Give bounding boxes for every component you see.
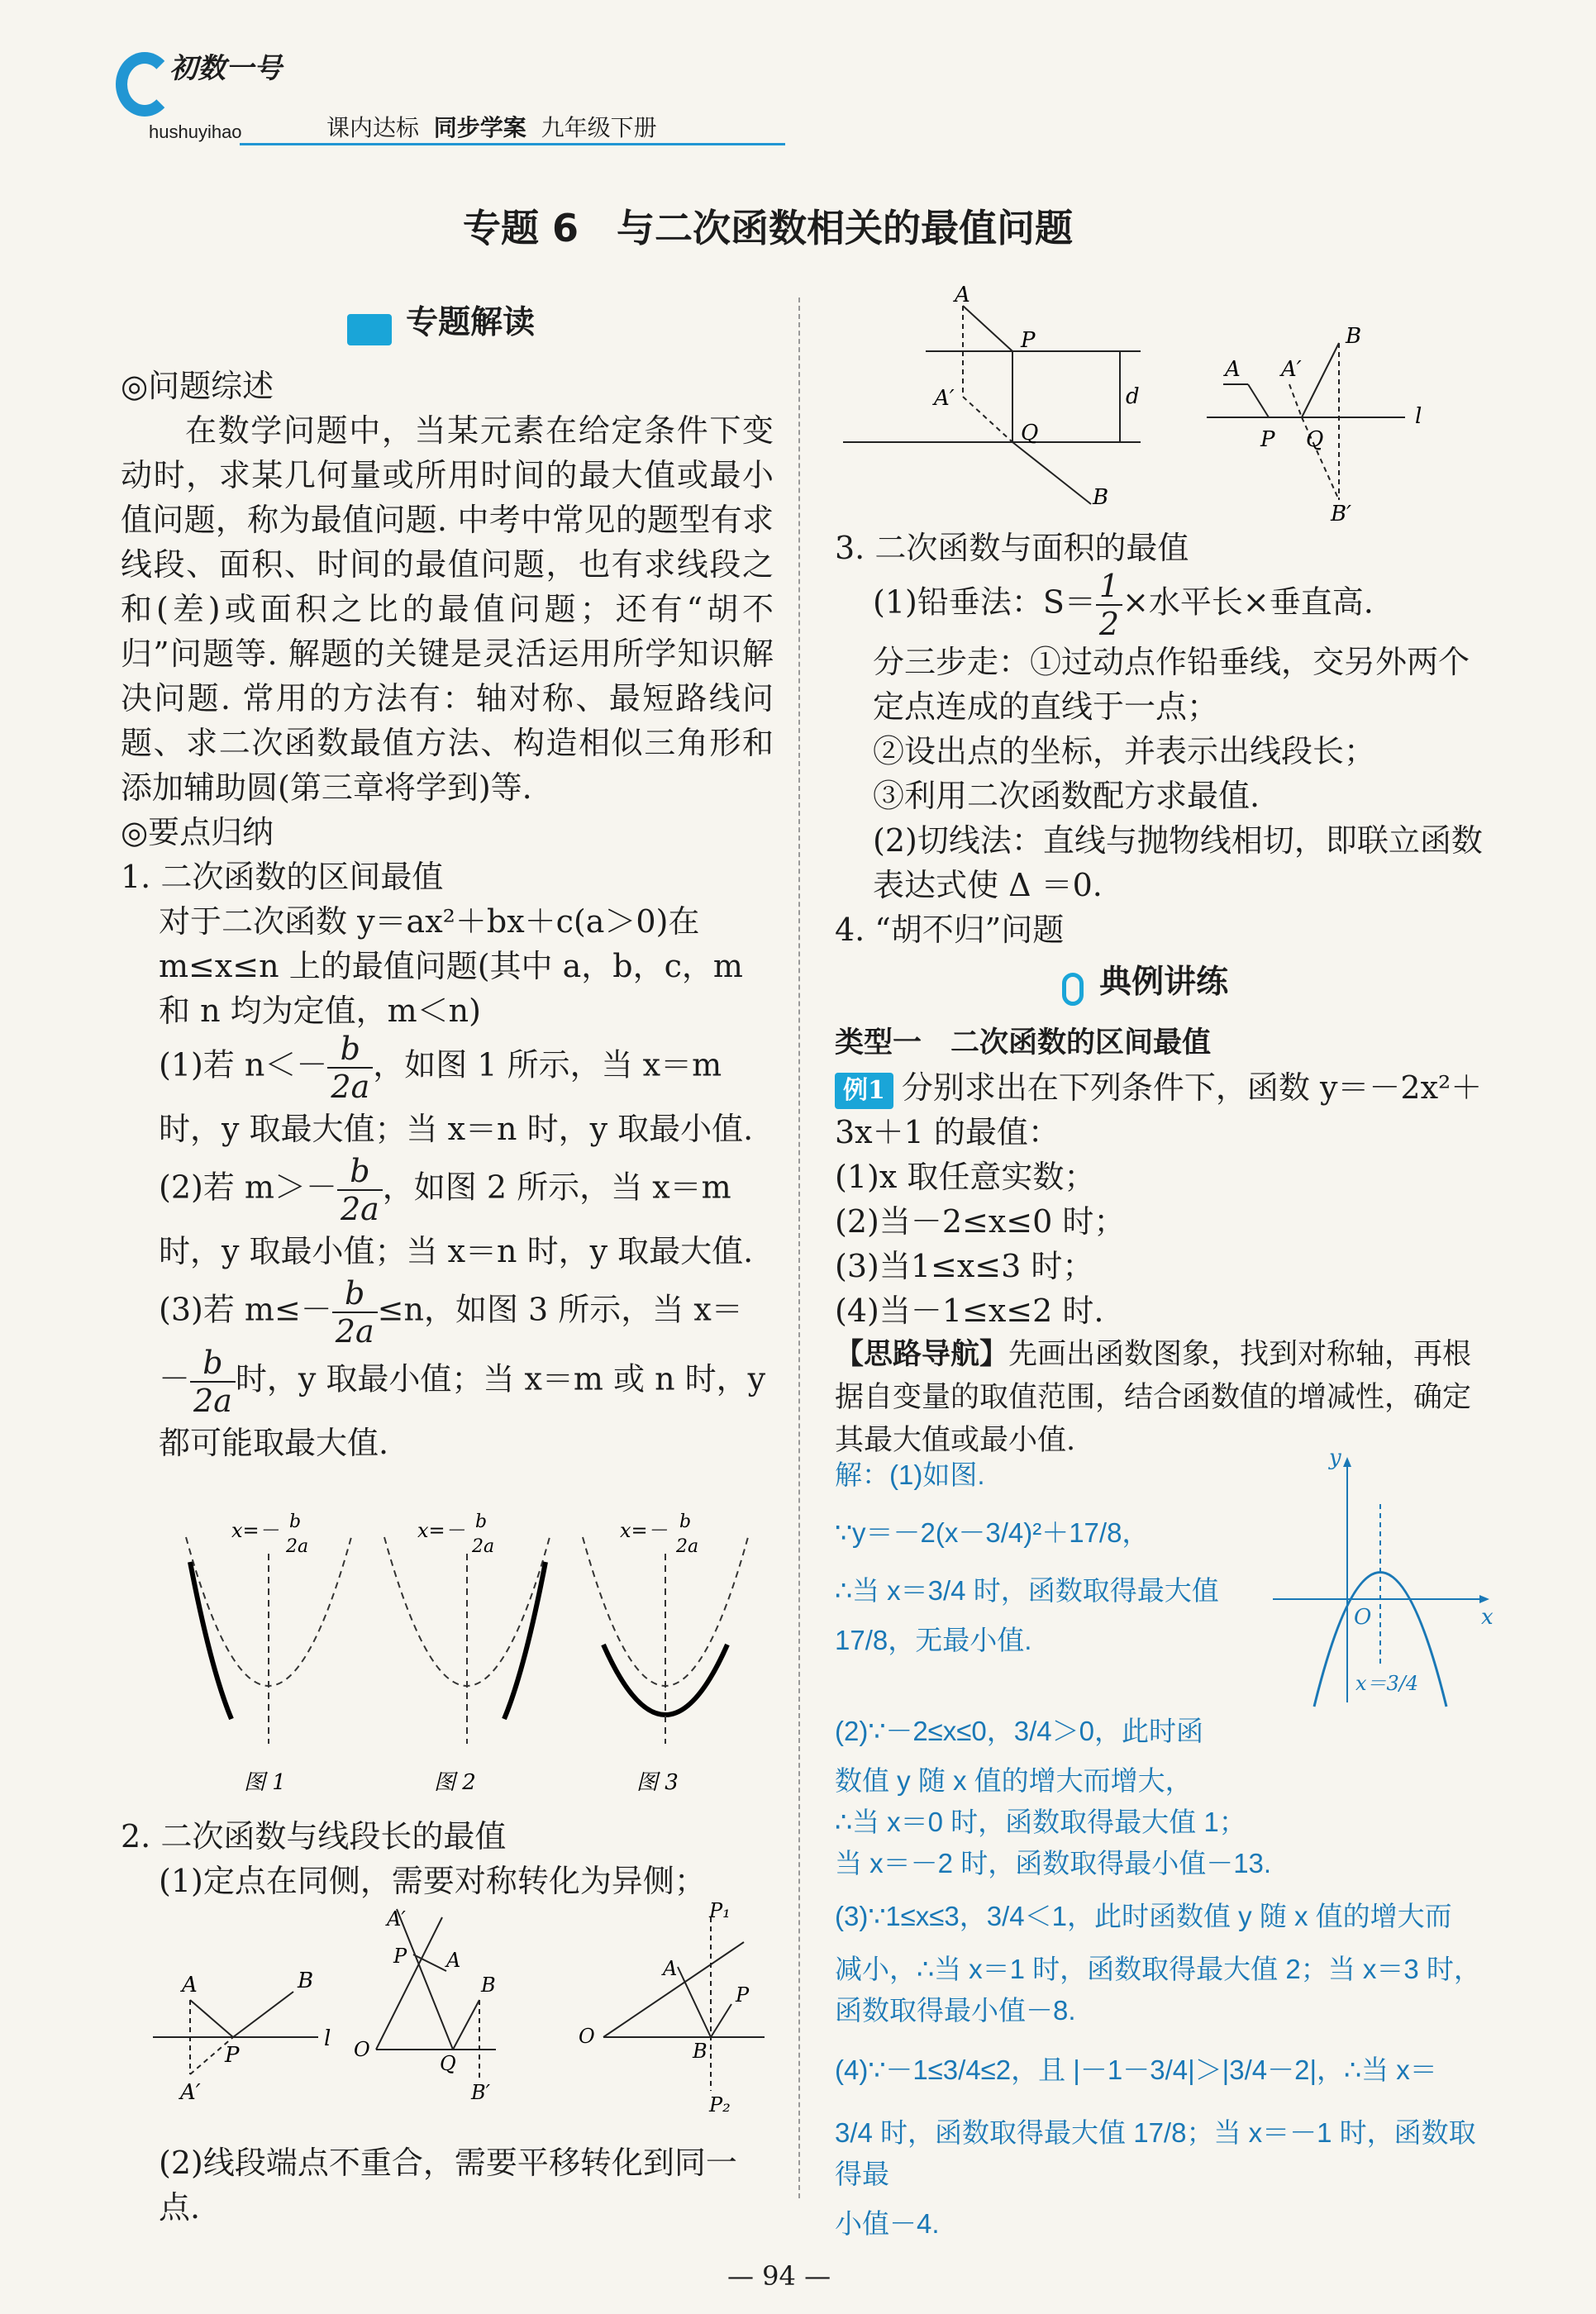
g1-B: B bbox=[298, 1969, 314, 1993]
geo-3 bbox=[579, 1899, 765, 2116]
fig3-caption: 图 3 bbox=[636, 1770, 679, 1795]
fig3-frac-num: b bbox=[679, 1512, 692, 1532]
g3-P: P bbox=[736, 1983, 750, 2007]
example-part-3: (3)当1≤x≤3 时； bbox=[835, 1248, 1094, 1284]
g1-l: l bbox=[324, 2026, 331, 2051]
page-number: — 94 — bbox=[727, 2260, 831, 2292]
g2-A: A bbox=[446, 1949, 461, 1972]
sol2-b: 数值 y 随 x 值的增大而增大， bbox=[835, 1765, 1193, 1796]
point4-title: 4. “胡不归”问题 bbox=[835, 912, 1065, 948]
board-icon bbox=[347, 314, 392, 345]
fig1-axis-label: x=－ bbox=[231, 1519, 279, 1542]
g5-B-prime: B′ bbox=[1331, 502, 1352, 526]
point3-1: (1)铅垂法：S＝ $\frac{1}{2}$ ×水平长×垂直高. bbox=[873, 568, 1374, 642]
logo-main: 初数一号 bbox=[169, 52, 282, 85]
fig2-frac-num: b bbox=[475, 1512, 488, 1532]
example-part-2: (2)当－2≤x≤0 时； bbox=[835, 1203, 1126, 1240]
sol2-d: 当 x＝－2 时，函数取得最小值－13. bbox=[835, 1848, 1272, 1878]
example-stem: 例1 分别求出在下列条件下，函数 y＝－2x²＋3x＋1 的最值： bbox=[835, 1069, 1483, 1150]
sol4-b: 3/4 时，函数取得最大值 17/8；当 x＝－1 时，函数取得最 bbox=[835, 2117, 1476, 2189]
overview-text: 在数学问题中，当某元素在给定条件下变动时，求某几何量或所用时间的最大值或最小值问题，称为最值问题. 中考中常见的题型有求线段、面积、时间的最值问题，也有求线段之和(差)或面积之比的最值问题；还有“胡不归”问题等. 解题的关键是灵活运用所学知识解决问题. 常用的方法有：轴对称、最短路线问题、求二次函数最值方法、构造相似三角形和添加辅助圆(第三章将学到)等. bbox=[121, 412, 774, 806]
g5-l: l bbox=[1415, 404, 1422, 429]
case2: (2)若 m＞－ $\frac{b}{2a}$ ，如图 2 所示，当 x＝m 时，y 取最小值；当 x＝n 时，y 取最大值. bbox=[159, 1153, 754, 1269]
type1-heading: 类型一 二次函数的区间最值 bbox=[835, 1026, 1212, 1059]
fig1-caption: 图 1 bbox=[244, 1770, 286, 1795]
g3-P2: P₂ bbox=[709, 2093, 731, 2116]
sol2-a: (2)∵－2≤x≤0，3/4＞0，此时函 bbox=[835, 1716, 1203, 1746]
g3-B: B bbox=[693, 2040, 707, 2063]
parabola-svg bbox=[165, 1504, 760, 1818]
g2-P: P bbox=[393, 1945, 407, 1968]
logo-pinyin: hushuyihao bbox=[149, 121, 242, 142]
g4-d: d bbox=[1126, 384, 1140, 409]
geo-1 bbox=[153, 1969, 331, 2105]
geometry-figures-right bbox=[827, 281, 1488, 526]
section-jiedu: 专题解读 bbox=[347, 299, 535, 345]
geometry-figures-left bbox=[141, 1899, 777, 2132]
g3-P1: P₁ bbox=[709, 1899, 731, 1922]
g5-A-prime: A′ bbox=[1281, 357, 1302, 382]
sol3-a: (3)∵1≤x≤3，3/4＜1，此时函数值 y 随 x 值的增大而 bbox=[835, 1901, 1452, 1931]
highlight-1 bbox=[190, 1562, 231, 1719]
g4-Q: Q bbox=[1021, 421, 1039, 445]
fig1-frac-den: 2a bbox=[286, 1536, 309, 1557]
g3-A: A bbox=[663, 1957, 678, 1980]
g2-B: B bbox=[481, 1974, 496, 1997]
solution-part2 bbox=[835, 1711, 1496, 2245]
fig2-caption: 图 2 bbox=[434, 1770, 476, 1795]
header bbox=[116, 45, 694, 149]
graph-y-label: y bbox=[1329, 1445, 1341, 1470]
g4-A-prime: A′ bbox=[934, 386, 955, 411]
point2-block bbox=[121, 1814, 774, 1903]
graph-y-arrow bbox=[1343, 1457, 1351, 1467]
g4-A: A bbox=[955, 283, 970, 307]
points-heading: ◎要点归纳 bbox=[121, 814, 274, 850]
overview-heading: ◎问题综述 bbox=[121, 368, 274, 404]
g5-B: B bbox=[1346, 324, 1362, 349]
fig3-frac-den: 2a bbox=[676, 1536, 699, 1557]
section-lijiang: 典例讲练 bbox=[1062, 959, 1228, 1006]
sol3-b: 减小，∴当 x＝1 时，函数取得最大值 2；当 x＝3 时， bbox=[835, 1954, 1481, 1984]
left-column bbox=[121, 364, 774, 1469]
point2-2: (2)线段端点不重合，需要平移转化到同一点. bbox=[159, 2145, 737, 2226]
fig1-frac-num: b bbox=[289, 1512, 302, 1532]
example-hint: 【思路导航】先画出函数图象，找到对称轴，再根据自变量的取值范围，结合函数值的增减性，确定其最大值或最小值. bbox=[835, 1337, 1472, 1457]
sol4-c: 小值－4. bbox=[835, 2208, 940, 2239]
sol1-d: 17/8，无最小值. bbox=[835, 1625, 1032, 1655]
figure-1 bbox=[186, 1512, 351, 1795]
point2-2-block bbox=[159, 2140, 770, 2230]
sol4-a: (4)∵－1≤3/4≤2，且 |－1－3/4|＞|3/4－2|，∴当 x＝ bbox=[835, 2055, 1437, 2085]
g5-Q: Q bbox=[1306, 427, 1324, 452]
g5-A: A bbox=[1225, 357, 1241, 382]
case1: (1)若 n＜－ $\frac{b}{2a}$ ，如图 1 所示，当 x＝m 时，y 取最大值；当 x＝n 时，y 取最小值. bbox=[159, 1031, 754, 1147]
g5-P: P bbox=[1260, 427, 1275, 452]
parabola-figures bbox=[165, 1504, 760, 1818]
fig3-axis-label: x=－ bbox=[620, 1519, 668, 1542]
case3: (3)若 m≤－ $\frac{b}{2a}$ ≤n，如图 3 所示，当 x＝－ $\frac{b}{2a}$ 时，y 取最小值；当 x＝m 或 n 时，y 都可能取最大值. bbox=[159, 1275, 766, 1461]
column-divider bbox=[798, 298, 800, 2198]
header-rule bbox=[240, 143, 785, 145]
point2-title: 2. 二次函数与线段长的最值 bbox=[121, 1818, 507, 1855]
g2-Q: Q bbox=[440, 2052, 456, 2075]
g4-B: B bbox=[1093, 485, 1109, 510]
g1-A: A bbox=[182, 1973, 198, 1997]
graph-axis-label: x＝3/4 bbox=[1355, 1672, 1419, 1695]
sol1-a: 解：(1)如图. bbox=[835, 1459, 985, 1490]
logo-c-icon bbox=[116, 52, 174, 117]
point3-2: (2)切线法：直线与抛物线相切，即联立函数表达式使 Δ ＝0. bbox=[873, 822, 1483, 903]
solution-graph bbox=[1273, 1445, 1496, 1719]
geo-4 bbox=[843, 283, 1141, 510]
example-badge: 例1 bbox=[835, 1073, 893, 1109]
point1-intro: 对于二次函数 y＝ax²＋bx＋c(a＞0)在 m≤x≤n 上的最值问题(其中 a，b，c，m 和 n 均为定值，m＜n) bbox=[159, 903, 743, 1029]
example-part-4: (4)当－1≤x≤2 时. bbox=[835, 1293, 1104, 1329]
point3-title: 3. 二次函数与面积的最值 bbox=[835, 530, 1189, 566]
right-column bbox=[835, 526, 1488, 952]
figure-3 bbox=[583, 1512, 748, 1795]
sol1-b: ∵y＝－2(x－3/4)²＋17/8， bbox=[835, 1517, 1150, 1548]
example-part-1: (1)x 取任意实数； bbox=[835, 1159, 1096, 1195]
geo-2 bbox=[354, 1907, 496, 2104]
solution-part1 bbox=[835, 1455, 1265, 1661]
highlight-2 bbox=[504, 1562, 545, 1719]
sol3-c: 函数取得最小值－8. bbox=[835, 1995, 1076, 2026]
graph-origin-label: O bbox=[1354, 1605, 1372, 1630]
point3-step1: 分三步走：①过动点作铅垂线，交另外两个定点连成的直线于一点； bbox=[873, 644, 1470, 725]
figure-2 bbox=[384, 1512, 550, 1795]
g2-B-prime: B′ bbox=[471, 2081, 491, 2104]
g1-A-prime: A′ bbox=[180, 2080, 201, 2105]
graph-x-label: x bbox=[1481, 1605, 1494, 1630]
g2-A-prime: A′ bbox=[387, 1907, 406, 1931]
g2-O: O bbox=[354, 2038, 370, 2061]
g1-P: P bbox=[225, 2043, 240, 2068]
sol2-c: ∴当 x＝0 时，函数取得最大值 1； bbox=[835, 1807, 1246, 1837]
sol1-c: ∴当 x＝3/4 时，函数取得最大值 bbox=[835, 1575, 1219, 1606]
point3-step2: ②设出点的坐标，并表示出线段长； bbox=[873, 733, 1376, 769]
geo-5 bbox=[1207, 324, 1422, 526]
point2-1: (1)定点在同侧，需要对称转化为异侧； bbox=[159, 1863, 706, 1899]
g3-O: O bbox=[579, 2025, 595, 2048]
fig2-axis-label: x=－ bbox=[417, 1519, 465, 1542]
header-series: 课内达标 同步学案 九年级下册 bbox=[326, 115, 657, 140]
fig2-frac-den: 2a bbox=[472, 1536, 495, 1557]
point3-step3: ③利用二次函数配方求最值. bbox=[873, 778, 1260, 814]
graph-x-arrow bbox=[1479, 1595, 1489, 1603]
g4-P: P bbox=[1021, 328, 1036, 353]
point1-title: 1. 二次函数的区间最值 bbox=[121, 859, 444, 895]
microphone-icon bbox=[1062, 973, 1084, 1006]
example-block bbox=[835, 1021, 1488, 1462]
page-title: 专题 6 与二次函数相关的最值问题 bbox=[463, 206, 1074, 250]
